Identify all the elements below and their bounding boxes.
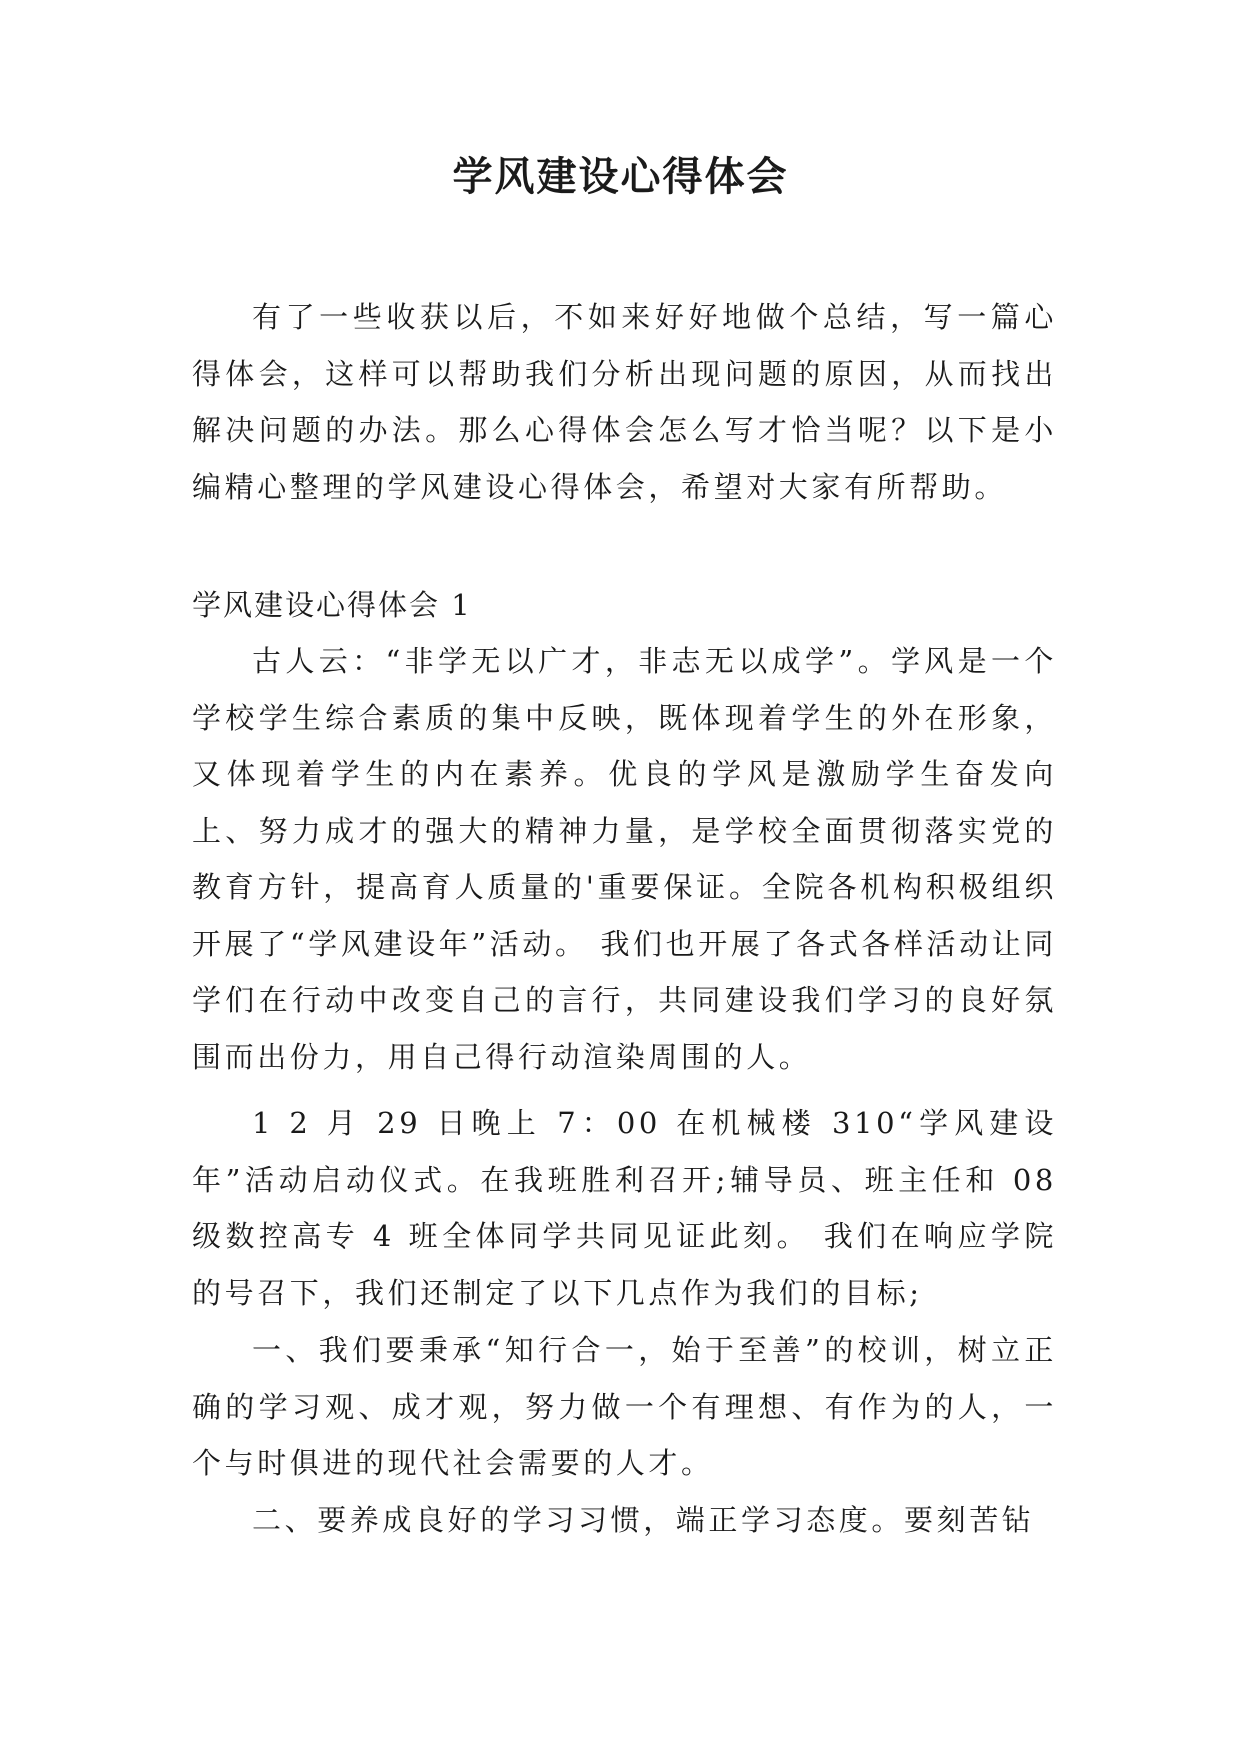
intro-paragraph: 有了一些收获以后，不如来好好地做个总结，写一篇心得体会，这样可以帮助我们分析出现问题的原因，从而找出解决问题的办法。那么心得体会怎么写才恰当呢？以下是小编精心整理的学风建设心得体会，希望对大家有所帮助。 <box>192 300 1057 504</box>
body-paragraph: 古人云：“非学无以广才，非志无以成学”。学风是一个学校学生综合素质的集中反映，既体现着学生的外在形象，又体现着学生的内在素养。优良的学风是激励学生奋发向上、努力成才的强大的精神力量，是学校全面贯彻落实党的教育方针，提高育人质量的'重要保证。全院各机构积极组织开展了“学风建设年”活动。 我们也开展了各式各样活动让同学们在行动中改变自己的言行，共同建设我们学习的良好氛围而出份力，用自己得行动渲染周围的人。 <box>192 644 1057 1074</box>
body-paragraph: 一、我们要秉承“知行合一，始于至善”的校训，树立正确的学习观、成才观，努力做一个有理想、有作为的人，一个与时俱进的现代社会需要的人才。 <box>192 1333 1057 1480</box>
section-heading: 学风建设心得体会 1 <box>192 588 472 622</box>
document-title: 学风建设心得体会 <box>452 153 789 200</box>
body-paragraph: 1 2 月 29 日晚上 7：00 在机械楼 310“学风建设年”活动启动仪式。在我班胜利召开;辅导员、班主任和 08 级数控高专 4 班全体同学共同见证此刻。 我们在响应学院的号召下，我们还制定了以下几点作为我们的目标; <box>192 1106 1057 1310</box>
body-paragraph: 二、要养成良好的学习习惯，端正学习态度。要刻苦钻 <box>252 1503 1035 1537</box>
